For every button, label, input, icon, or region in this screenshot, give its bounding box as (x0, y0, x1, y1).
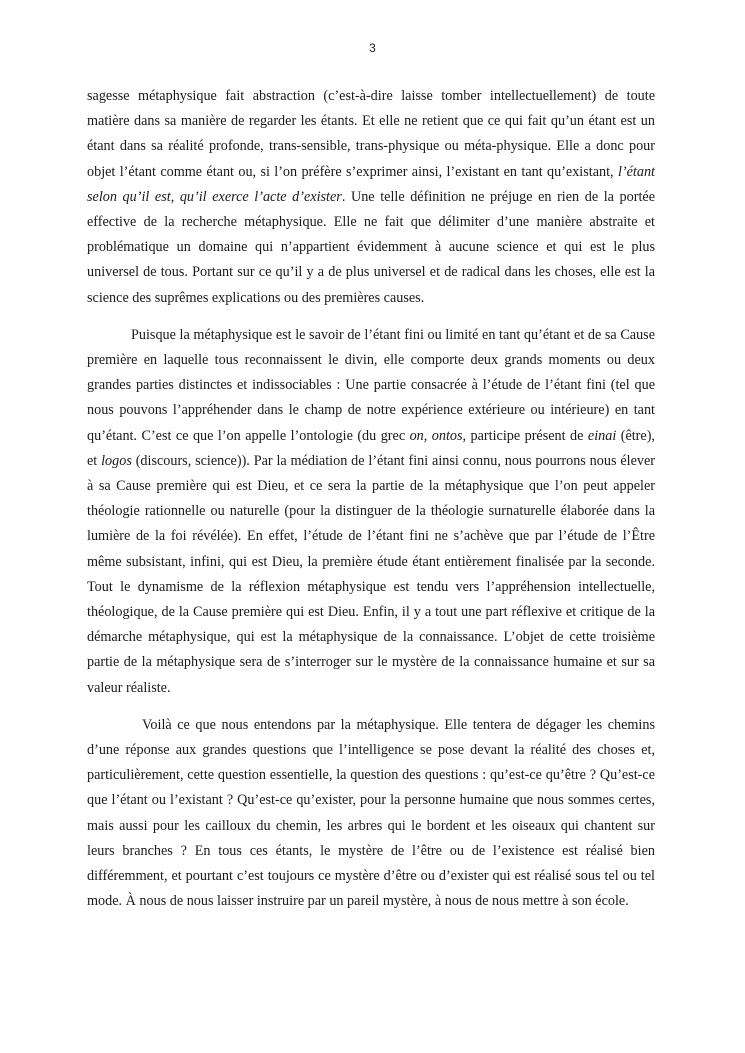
text-segment: Voilà ce que nous entendons par la métaphysique. Elle tentera de dégager les chemins d’une réponse aux grandes questions que l’intelligence se pose devant la réalité des choses et, particulièrement, cette question essentielle, la question des questions : qu’est-ce qu’être ? Qu’est-ce que l’étant ou l’existant ? Qu’est-ce qu’exister, pour la personne humaine que nous sommes certes, mais aussi pour les cailloux du chemin, les arbres qui le bordent et les oiseaux qui chantent sur leurs branches ? En tous ces étants, le mystère de l’être ou de l’existence est réalisé bien différemment, et pourtant c’est toujours ce mystère d’être ou d’exister qui est réalisé sous tel ou tel mode. À nous de nous laisser instruire par un pareil mystère, à nous de nous mettre à son école. (87, 716, 655, 910)
italic-text-segment: on, ontos (409, 427, 463, 444)
italic-text-segment: l’étant selon qu’il est, qu’il exerce l’acte d’exister (87, 163, 655, 205)
text-segment: (être), et (87, 427, 655, 469)
text-segment: sagesse métaphysique fait abstraction (c’est-à-dire laisse tomber intellectuellement) de toute matière dans sa manière de regarder les étants. Et elle ne retient que ce qui fait qu’un étant est un étant dans sa réalité profonde, trans-sensible, trans-physique ou méta-physique. Elle a donc pour objet l’étant comme étant ou, si l’on préfère s’exprimer ainsi, l’existant en tant qu’existant, (87, 88, 655, 180)
text-segment: . Une telle définition ne préjuge en rien de la portée effective de la recherche métaphysique. Elle ne fait que délimiter d’une manière abstraite et problématique un domaine qui n’appartient évidemment à aucune science et qui est le plus universel de tous. Portant sur ce qu’il y a de plus universel et de radical dans les choses, elle est la science des suprêmes explications ou des premières causes. (87, 188, 655, 306)
text-segment: (discours, science)). Par la médiation de l’étant fini ainsi connu, nous pourrons nous élever à sa Cause première qui est Dieu, et ce sera la partie de la métaphysique que l’on peut appeler théologie rationnelle ou naturelle (pour la distinguer de la théologie surnaturelle élaborée dans la lumière de la foi révélée). En effet, l’étude de l’étant fini ne s’achève que par l’étude de l’Être même subsistant, infini, qui est Dieu, la première étude étant entièrement finalisée par la seconde. Tout le dynamisme de la réflexion métaphysique est tendu vers l’appréhension intellectuelle, théologique, de la Cause première qui est Dieu. Enfin, il y a tout une part réflexive et critique de la démarche métaphysique, qui est la métaphysique de la connaissance. L’objet de cette troisième partie de la métaphysique sera de s’interroger sur le mystère de la connaissance humaine et sur sa valeur réaliste. (87, 452, 655, 696)
text-segment: , participe présent de (462, 427, 588, 444)
paragraph-2 (87, 323, 655, 701)
document-body (87, 84, 655, 915)
page-number: 3 (369, 41, 376, 55)
paragraph-3 (87, 713, 655, 915)
paragraph-1 (87, 84, 655, 311)
italic-text-segment: logos (101, 452, 132, 469)
text-segment: Puisque la métaphysique est le savoir de l’étant fini ou limité en tant qu’étant et de sa Cause première en laquelle tous reconnaissent le divin, elle comporte deux grands moments ou deux grandes parties distinctes et indissociables : Une partie consacrée à l’étude de l’étant fini (tel que nous pouvons l’appréhender dans le champ de notre expérience extérieure ou intérieure) en tant qu’étant. C’est ce que l’on appelle l’ontologie (du grec (87, 326, 655, 444)
italic-text-segment: einai (587, 427, 617, 444)
